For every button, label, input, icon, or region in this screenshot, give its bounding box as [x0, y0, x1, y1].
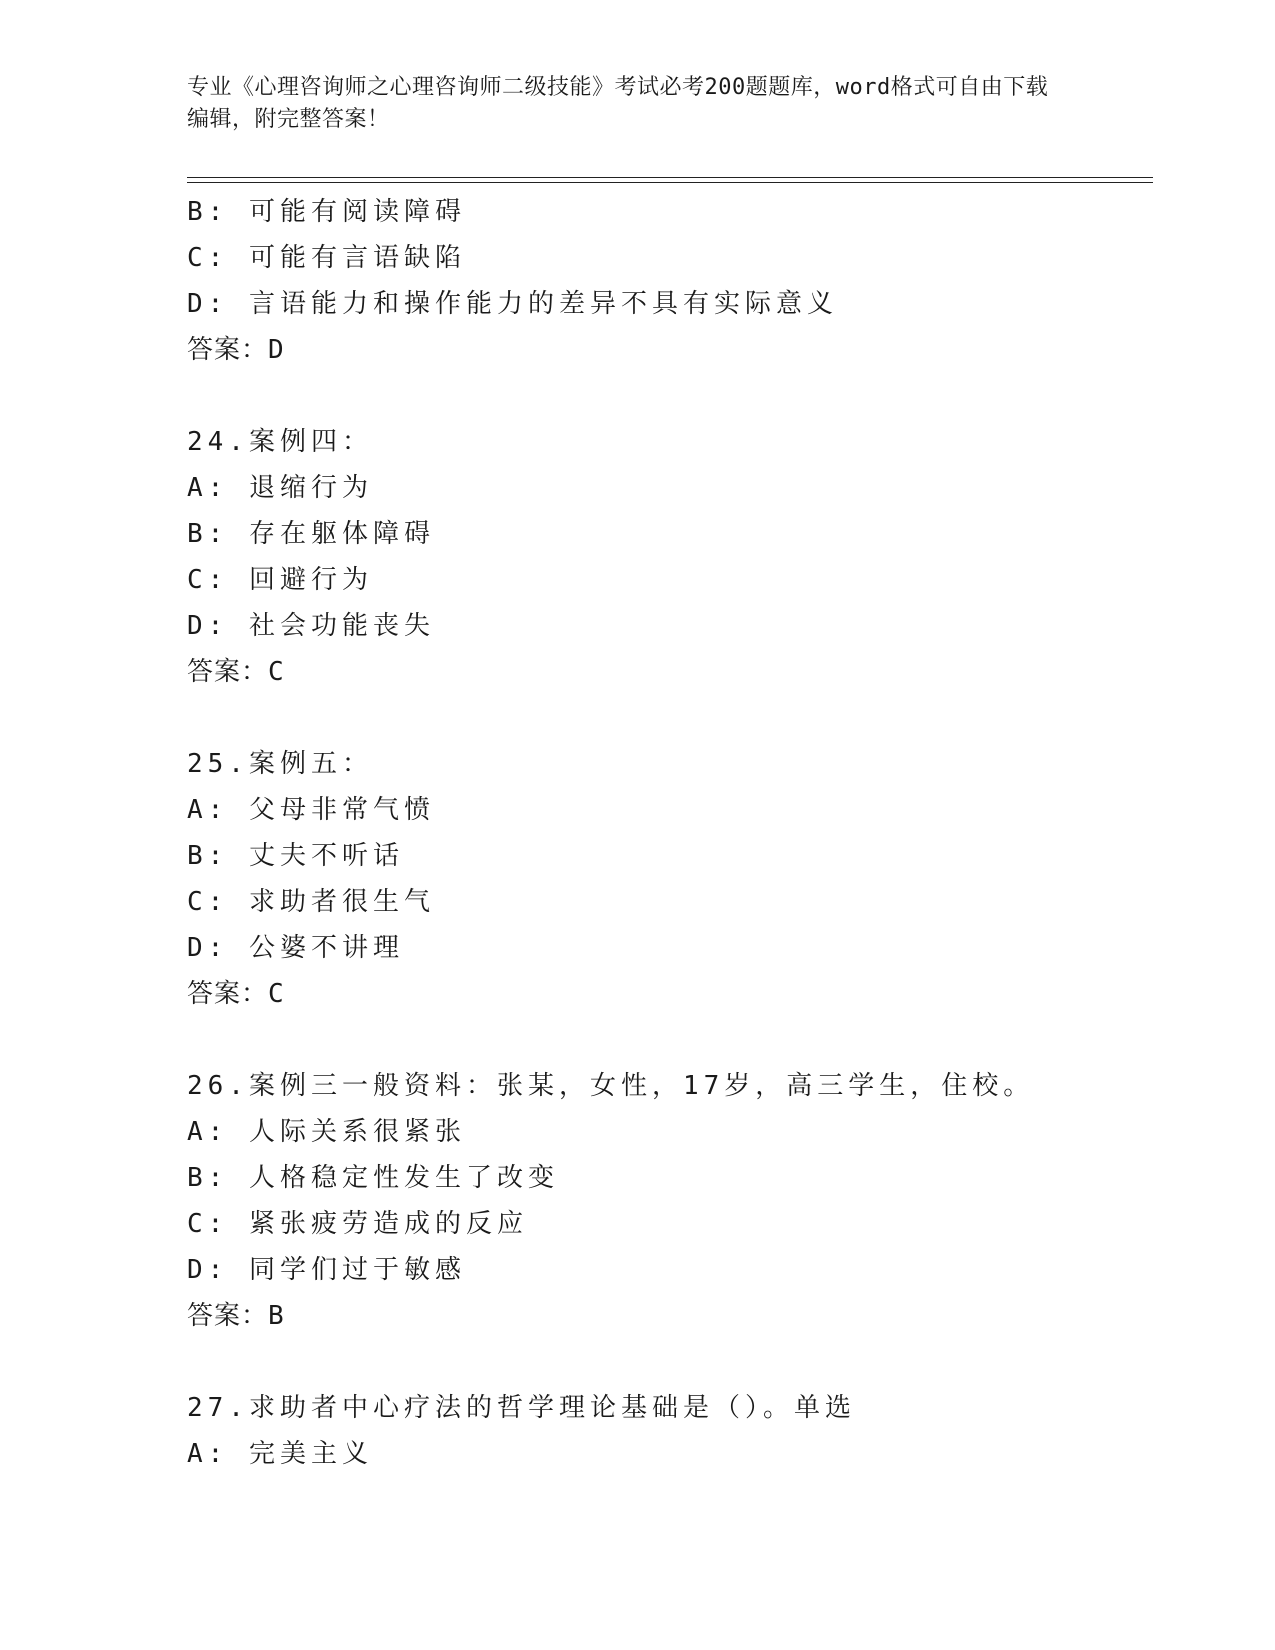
question-stem: 24.案例四：: [187, 427, 373, 457]
answer-label: 答案：: [187, 1301, 269, 1331]
option-c: C: 可能有言语缺陷: [187, 243, 466, 273]
option-c: C: 求助者很生气: [187, 887, 435, 917]
option-a: A: 父母非常气愤: [187, 795, 435, 825]
question-24: [187, 419, 1147, 695]
question-stem: 26.案例三一般资料：张某，女性，17岁，高三学生，住校。: [187, 1071, 1035, 1101]
option-b: B: 可能有阅读障碍: [187, 197, 466, 227]
question-list: [187, 189, 1147, 1477]
question-27: [187, 1385, 1147, 1477]
question-26: [187, 1063, 1147, 1339]
option-d: D: 言语能力和操作能力的差异不具有实际意义: [187, 289, 838, 319]
answer-value: B: [268, 1301, 285, 1331]
answer-line: [187, 971, 1147, 1017]
question-stem: 25.案例五：: [187, 749, 373, 779]
question-continued: [187, 189, 1147, 373]
header-divider-top: [187, 177, 1153, 178]
option-d: D: 社会功能丧失: [187, 611, 435, 641]
answer-label: 答案：: [187, 979, 269, 1009]
option-b: B: 存在躯体障碍: [187, 519, 435, 549]
answer-line: [187, 649, 1147, 695]
answer-label: 答案：: [187, 657, 269, 687]
option-c: C: 回避行为: [187, 565, 373, 595]
answer-value: C: [268, 979, 285, 1009]
answer-value: D: [268, 335, 285, 365]
option-a: A: 人际关系很紧张: [187, 1117, 466, 1147]
answer-line: [187, 1293, 1147, 1339]
option-d: D: 公婆不讲理: [187, 933, 404, 963]
answer-line: [187, 327, 1147, 373]
option-c: C: 紧张疲劳造成的反应: [187, 1209, 528, 1239]
option-d: D: 同学们过于敏感: [187, 1255, 466, 1285]
document-header: 专业《心理咨询师之心理咨询师二级技能》考试必考200题题库，word格式可自由下载编辑，附完整答案！: [187, 75, 1049, 132]
answer-value: C: [268, 657, 285, 687]
option-a: A: 完美主义: [187, 1439, 373, 1469]
option-b: B: 人格稳定性发生了改变: [187, 1163, 559, 1193]
answer-label: 答案：: [187, 335, 269, 365]
option-b: B: 丈夫不听话: [187, 841, 404, 871]
question-25: [187, 741, 1147, 1017]
header-divider-bottom: [187, 182, 1153, 183]
option-a: A: 退缩行为: [187, 473, 373, 503]
question-stem: 27.求助者中心疗法的哲学理论基础是（）。单选: [187, 1393, 856, 1423]
